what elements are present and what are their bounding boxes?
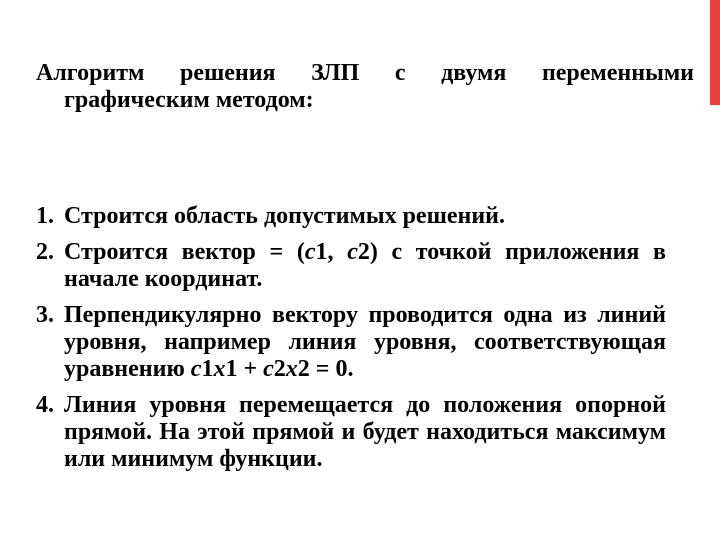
- step-item: [36, 392, 666, 473]
- step-item: [36, 302, 666, 383]
- step-number: 4.: [36, 392, 54, 418]
- step-number: 3.: [36, 302, 54, 328]
- slide-title: Алгоритм решения ЗЛП с двумя переменными графическим методом:: [36, 60, 694, 113]
- step-text: Линия уровня перемещается до положения опорной прямой. На этой прямой и будет находиться максимум или минимум функции.: [64, 392, 666, 472]
- step-number: 1.: [36, 203, 54, 229]
- step-text: Строится область допустимых решений.: [64, 203, 505, 229]
- step-item: [36, 203, 666, 230]
- step-item: [36, 239, 666, 293]
- steps-list: [36, 203, 666, 482]
- step-text: Строится вектор = (c1, c2) с точкой приложения в начале координат.: [64, 239, 667, 292]
- accent-bar: [710, 0, 720, 105]
- step-number: 2.: [36, 239, 54, 265]
- step-text: Перпендикулярно вектору проводится одна из линий уровня, например линия уровня, соответствующая уравнению c1x1 + c2x2 = 0.: [64, 302, 666, 382]
